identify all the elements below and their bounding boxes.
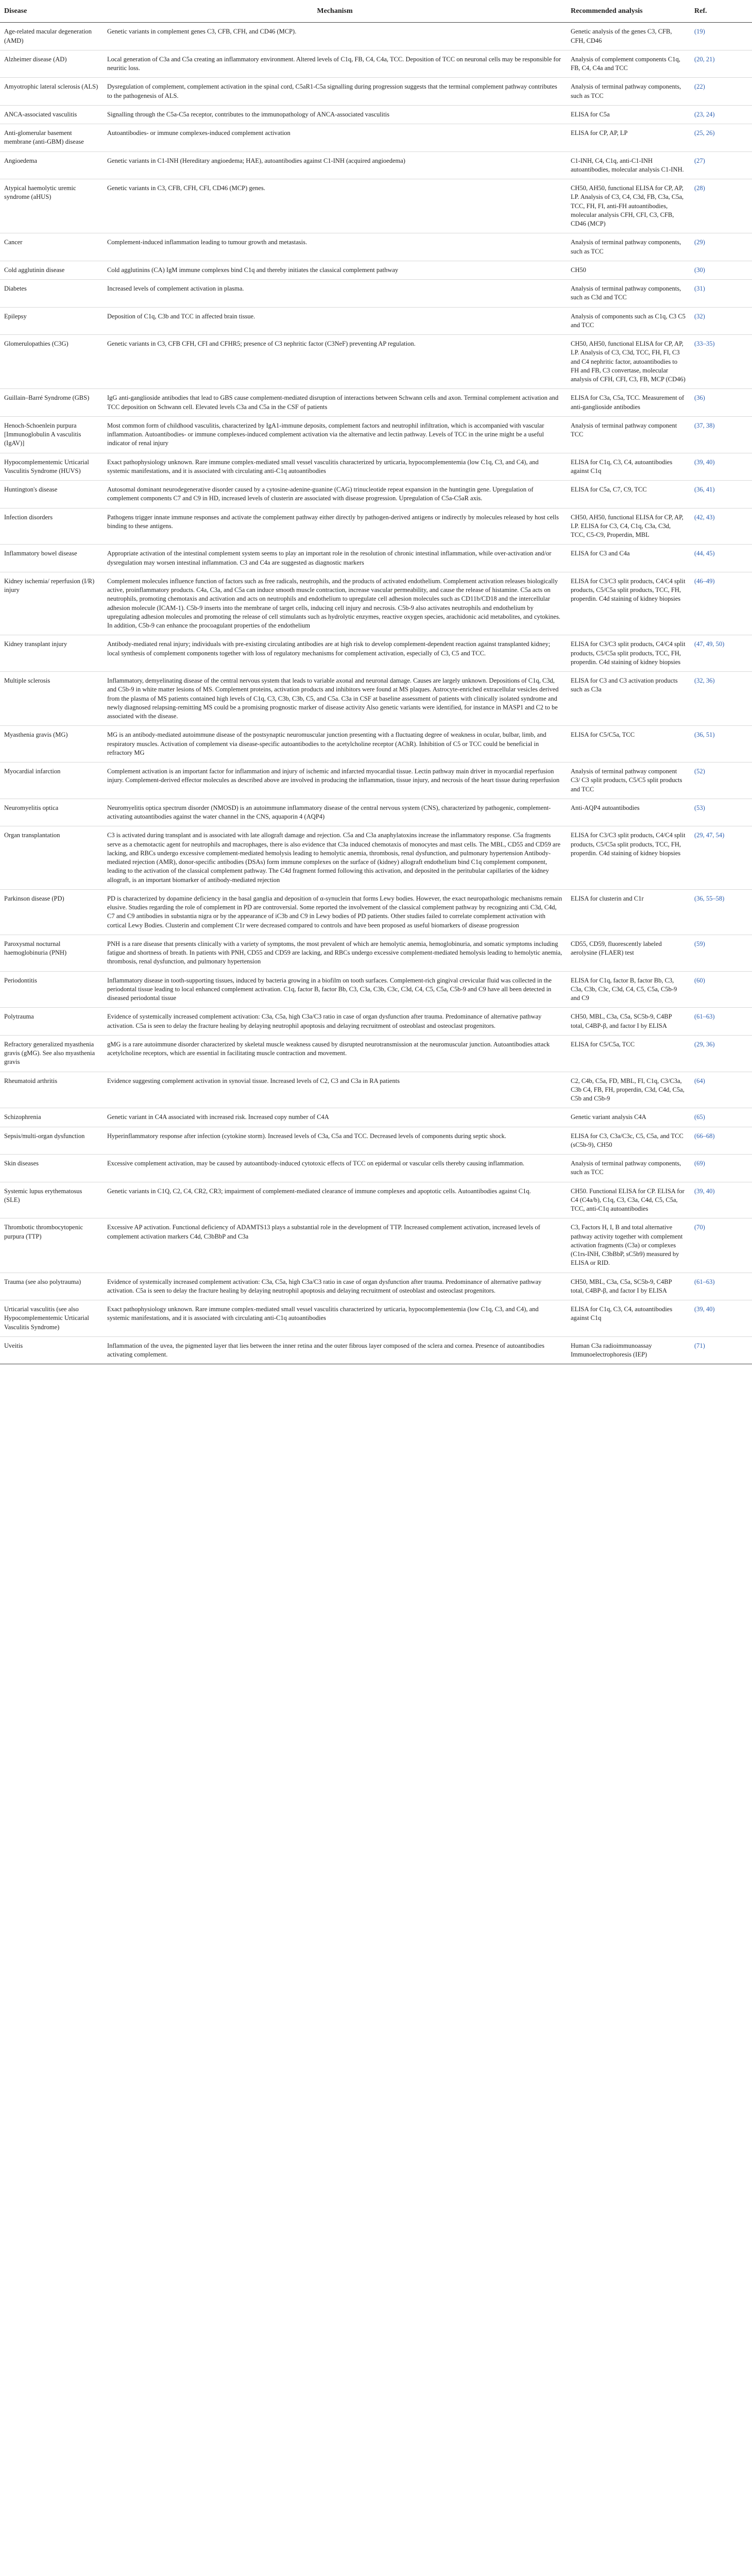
cell-mechanism: Increased levels of complement activation in plasma. xyxy=(103,280,567,308)
table-row xyxy=(0,105,752,124)
cell-analysis: ELISA for C3, C3a/C3c, C5, C5a, and TCC (sC5b-9), CH50 xyxy=(567,1127,690,1155)
table-row xyxy=(0,572,752,635)
table-row xyxy=(0,889,752,935)
cell-ref[interactable]: (39, 40) xyxy=(690,453,752,481)
cell-mechanism: Genetic variants in C3, CFB, CFH, CFI, CD46 (MCP) genes. xyxy=(103,179,567,233)
cell-ref[interactable]: (39, 40) xyxy=(690,1182,752,1218)
table-row xyxy=(0,1155,752,1182)
table-row xyxy=(0,726,752,762)
cell-analysis: ELISA for C3/C3 split products, C4/C4 split products, C5/C5a split products, TCC, FH, properdin. C4d staining of kidney biopsies xyxy=(567,572,690,635)
table-body xyxy=(0,23,752,1364)
cell-analysis: CH50 xyxy=(567,261,690,279)
cell-ref[interactable]: (36) xyxy=(690,389,752,417)
cell-analysis: Anti-AQP4 autoantibodies xyxy=(567,799,690,826)
table-row xyxy=(0,1072,752,1108)
cell-ref[interactable]: (32) xyxy=(690,307,752,335)
cell-analysis: ELISA for C5a, C7, C9, TCC xyxy=(567,481,690,509)
cell-disease: Kidney transplant injury xyxy=(0,635,103,672)
cell-analysis: Human C3a radioimmunoassay Immunoelectrophoresis (IEP) xyxy=(567,1336,690,1364)
table-row xyxy=(0,453,752,481)
cell-ref[interactable]: (36, 41) xyxy=(690,481,752,509)
table-row xyxy=(0,1127,752,1155)
cell-mechanism: PD is characterized by dopamine deficiency in the basal ganglia and deposition of α-synuclein that forms Lewy bodies. However, the exact neuropathologic mechanisms remain elusive. Studies regarding the role of complement in PD are controversial. Some reported the involvement of the classical complement pathway by recognizing anti C3d, C4d, C7 and C9 antibodies in substantia nigra or by the appearance of iC3b and C9 in Lewy bodies of PD patients. Other studies failed to correlate complement activation with cortical Lewy Bodies. Clusterin and complement C1r were decreased compared to controls and have been proposed as useful biomarkers of disease progression xyxy=(103,889,567,935)
cell-mechanism: Autosomal dominant neurodegenerative disorder caused by a cytosine-adenine-guanine (CAG) trinucleotide repeat expansion in the huntingtin gene. Upregulation of complement components C7 and C9 in HD, increased levels of clusterin are associated with disease progression. Upregulation of C5a-C5aR axis. xyxy=(103,481,567,509)
table-row xyxy=(0,672,752,726)
table-row xyxy=(0,416,752,453)
cell-disease: ANCA-associated vasculitis xyxy=(0,105,103,124)
cell-disease: Thrombotic thrombocytopenic purpura (TTP) xyxy=(0,1218,103,1273)
cell-analysis: ELISA for C3/C3 split products, C4/C4 split products, C5/C5a split products, TCC, FH, properdin. C4d staining of kidney biopsies xyxy=(567,826,690,890)
cell-mechanism: Genetic variant in C4A associated with increased risk. Increased copy number of C4A xyxy=(103,1108,567,1127)
table-row xyxy=(0,1108,752,1127)
cell-ref[interactable]: (61–63) xyxy=(690,1008,752,1036)
cell-mechanism: Exact pathophysiology unknown. Rare immune complex-mediated small vessel vasculitis characterized by urticaria, hypocomplementemia (low C1q, C3, and C4), and systemic manifestations, and it is associated with circulating anti-C1q autoantibodies xyxy=(103,1300,567,1337)
cell-mechanism: Inflammation of the uvea, the pigmented layer that lies between the inner retina and the outer fibrous layer composed of the sclera and cornea. Presence of autoantibodies activating complement. xyxy=(103,1336,567,1364)
table-row xyxy=(0,545,752,572)
table-row xyxy=(0,1008,752,1036)
cell-analysis: ELISA for C3 and C4a xyxy=(567,545,690,572)
cell-analysis: ELISA for clusterin and C1r xyxy=(567,889,690,935)
cell-analysis: CH50, AH50, functional ELISA for CP, AP, LP. Analysis of C3, C3d, TCC, FH, FI, C3 and C4 nephritic factor, autoantibodies to FH and FB, C3 convertase, molecular analysis of CFH, CFI, C3, FB, MCP (CD46) xyxy=(567,335,690,389)
cell-disease: Myasthenia gravis (MG) xyxy=(0,726,103,762)
table-row xyxy=(0,508,752,545)
cell-mechanism: IgG anti-ganglioside antibodies that lead to GBS cause complement-mediated disruption of interactions between Schwann cells and axon. Terminal complement activation and TCC deposition on Schwann cell. Elevated levels C3a and C5a in the CSF of patients xyxy=(103,389,567,417)
cell-analysis: ELISA for CP, AP, LP xyxy=(567,124,690,152)
cell-ref[interactable]: (42, 43) xyxy=(690,508,752,545)
cell-ref[interactable]: (46–49) xyxy=(690,572,752,635)
table-row xyxy=(0,124,752,152)
cell-mechanism: Exact pathophysiology unknown. Rare immune complex-mediated small vessel vasculitis characterized by urticaria, hypocomplementemia (low C1q, C3, and C4), and systemic manifestations, and it is associated with circulating anti-C1q autoantibodies xyxy=(103,453,567,481)
cell-disease: Infection disorders xyxy=(0,508,103,545)
cell-analysis: ELISA for C5a xyxy=(567,105,690,124)
cell-ref[interactable]: (36, 55–58) xyxy=(690,889,752,935)
cell-mechanism: Inflammatory disease in tooth-supporting tissues, induced by bacteria growing in a biofilm on tooth surfaces. Complement-rich gingival crevicular fluid was collected in the periodontal tissue leading to local enhanced complement activation. C1q, factor B, factor Bb, C3, C3a, C3b, C3c, C3d, C4, C5, C5a, C5b-9 and C9 have all been detected in diseased periodontal tissue xyxy=(103,971,567,1008)
table-row xyxy=(0,971,752,1008)
cell-analysis: Analysis of terminal pathway components, such as TCC xyxy=(567,1155,690,1182)
cell-mechanism: Complement-induced inflammation leading to tumour growth and metastasis. xyxy=(103,233,567,261)
cell-analysis: ELISA for C3 and C3 activation products such as C3a xyxy=(567,672,690,726)
cell-mechanism: C3 is activated during transplant and is associated with late allograft damage and rejection. C5a and C3a anaphylatoxins increase the inflammatory response. C5a fragments serve as a chemotactic agent for neutrophils and macrophages, there is also evidence that C3a induced chemotaxis of monocytes and mast cells. The MBL, CD55 and CD59 are lacking, and RBCs undergo excessive complement-mediated hemolysis leading to hemolytic anemia, thrombosis, renal dysfunction, and pulmonary hypertension Antibody-mediated rejection (AMR), donor-specific antibodies (DSAs) form immune complexes on the surface of (kidney) allograft endothelium bind C1q complement component, leading to the activation of the classical complement pathway. The C4d fragment formed following this activation, and deposited in the peritubular capillaries of the kidney allograft, is an important biomarker of antibody-mediated rejection xyxy=(103,826,567,890)
cell-mechanism: Signalling through the C5a-C5a receptor, contributes to the immunopathology of ANCA-associated vasculitis xyxy=(103,105,567,124)
table-row xyxy=(0,335,752,389)
cell-ref[interactable]: (64) xyxy=(690,1072,752,1108)
cell-analysis: Analysis of components such as C1q, C3 C5 and TCC xyxy=(567,307,690,335)
cell-ref[interactable]: (28) xyxy=(690,179,752,233)
cell-analysis: ELISA for C5/C5a, TCC xyxy=(567,1035,690,1072)
cell-ref[interactable]: (69) xyxy=(690,1155,752,1182)
table-row xyxy=(0,23,752,50)
cell-disease: Urticarial vasculitis (see also Hypocomplementemic Urticarial Vasculitis Syndrome) xyxy=(0,1300,103,1337)
cell-disease: Systemic lupus erythematosus (SLE) xyxy=(0,1182,103,1218)
cell-analysis: ELISA for C5/C5a, TCC xyxy=(567,726,690,762)
cell-ref[interactable]: (20, 21) xyxy=(690,50,752,78)
cell-ref[interactable]: (33–35) xyxy=(690,335,752,389)
table-row xyxy=(0,762,752,799)
cell-analysis: CH50, MBL, C3a, C5a, SC5b-9, C4BP total, C4BP-β, and factor I by ELISA xyxy=(567,1008,690,1036)
table-row xyxy=(0,635,752,672)
cell-ref[interactable]: (37, 38) xyxy=(690,416,752,453)
cell-ref[interactable]: (27) xyxy=(690,151,752,179)
cell-ref[interactable]: (25, 26) xyxy=(690,124,752,152)
cell-mechanism: Complement molecules influence function of factors such as free radicals, neutrophils, and the products of activated endothelium. Complement activation releases biologically active, proinflammatory products. C4a, C3a, and C5a can induce smooth muscle contraction, increase vascular permeability, and cause the release of histamine. C5a acts on neutrophils, promoting chemotaxis and activation and acts on neutrophils and endothelium to upregulate cell adhesion molecules such as CD11b/CD18 and the intercellular adhesion molecule (ICAM-1). C5b-9 inserts into the membrane of target cells, inducing cell injury and necrosis. C5b-9 also activates neutrophils and endothelium by upregulating adhesion molecules and promoting the release of cell stimulants such as hydrolytic enzymes, reactive oxygen species, arachidonic acid metabolites, and cytokines. In addition, C5b-9 can enhance the procoagulant properties of the endothelium xyxy=(103,572,567,635)
cell-ref[interactable]: (29, 36) xyxy=(690,1035,752,1072)
cell-mechanism: Complement activation is an important factor for inflammation and injury of ischemic and infarcted myocardial tissue. Lectin pathway main driver in myocardial reperfusion injury. Complement-derived effector molecules as described above are involved in producing the inflammation, tissue injury, and necrosis of the heart tissue during reperfusion xyxy=(103,762,567,799)
cell-disease: Kidney ischemia/ reperfusion (I/R) injury xyxy=(0,572,103,635)
table-row xyxy=(0,481,752,509)
cell-disease: Sepsis/multi-organ dysfunction xyxy=(0,1127,103,1155)
cell-analysis: Genetic variant analysis C4A xyxy=(567,1108,690,1127)
cell-analysis: Analysis of terminal pathway component TCC xyxy=(567,416,690,453)
cell-mechanism: Excessive AP activation. Functional deficiency of ADAMTS13 plays a substantial role in the development of TTP. Increased complement activation, increased levels of complement activation markers C4d, C3bBbP and C3a xyxy=(103,1218,567,1273)
table-row xyxy=(0,1035,752,1072)
cell-analysis: Analysis of complement components C1q, FB, C4, C4a and TCC xyxy=(567,50,690,78)
cell-disease: Polytrauma xyxy=(0,1008,103,1036)
cell-disease: Rheumatoid arthritis xyxy=(0,1072,103,1108)
cell-mechanism: Hyperinflammatory response after infection (cytokine storm). Increased levels of C3a, C5a and TCC. Decreased levels of components during septic shock. xyxy=(103,1127,567,1155)
cell-mechanism: Autoantibodies- or immune complexes-induced complement activation xyxy=(103,124,567,152)
cell-analysis: ELISA for C1q, factor B, factor Bb, C3, C3a, C3b, C3c, C3d, C4, C5, C5a, C5b-9 and C9 xyxy=(567,971,690,1008)
cell-ref[interactable]: (65) xyxy=(690,1108,752,1127)
cell-mechanism: Most common form of childhood vasculitis, characterized by IgA1-immune deposits, complement factors and neutrophil infiltration, which is accompanied with vascular inflammation. Autoantibodies- or immune complexes-induced complement activation via the alternative and lectin pathway. Levels of TCC in the urine might be a useful indicator of renal injury xyxy=(103,416,567,453)
cell-disease: Huntington's disease xyxy=(0,481,103,509)
cell-disease: Inflammatory bowel disease xyxy=(0,545,103,572)
cell-mechanism: Dysregulation of complement, complement activation in the spinal cord, C5aR1-C5a signalling during progression suggests that the terminal complement pathway contributes to the pathogenesis of ALS. xyxy=(103,78,567,106)
cell-mechanism: Cold agglutinins (CA) IgM immune complexes bind C1q and thereby initiates the classical complement pathway xyxy=(103,261,567,279)
cell-mechanism: Antibody-mediated renal injury; individuals with pre-existing circulating antibodies are at high risk to develop complement-dependent reaction against transplanted kidney; local synthesis of complement components together with loss of regulatory mechanisms for complement activation, especially of C3, C5 and TCC. xyxy=(103,635,567,672)
cell-mechanism: Appropriate activation of the intestinal complement system seems to play an important role in the resolution of chronic intestinal inflammation, while over-activation and/or dysregulation may worsen intestinal inflammation. C3 and C4a are suggested as diagnostic markers xyxy=(103,545,567,572)
cell-disease: Cold agglutinin disease xyxy=(0,261,103,279)
cell-mechanism: Genetic variants in C1Q, C2, C4, CR2, CR3; impairment of complement-mediated clearance of immune complexes and apoptotic cells. Autoantibodies against C1q. xyxy=(103,1182,567,1218)
cell-analysis: Analysis of terminal pathway components, such as C3d and TCC xyxy=(567,280,690,308)
cell-disease: Alzheimer disease (AD) xyxy=(0,50,103,78)
cell-ref[interactable]: (61–63) xyxy=(690,1273,752,1300)
cell-mechanism: MG is an antibody-mediated autoimmune disease of the postsynaptic neuromuscular junction presenting with a fluctuating degree of weakness in ocular, bulbar, limb, and respiratory muscles. Activation of complement via disease-specific autoantibodies to the acetylcholine receptor (AChR). Inhibition of C5 or TCC could be beneficial in refractory MG xyxy=(103,726,567,762)
cell-disease: Periodontitis xyxy=(0,971,103,1008)
table-row xyxy=(0,261,752,279)
cell-ref[interactable]: (23, 24) xyxy=(690,105,752,124)
cell-ref[interactable]: (19) xyxy=(690,23,752,50)
cell-analysis: ELISA for C3/C3 split products, C4/C4 split products, C5/C5a split products, TCC, FH, properdin. C4d staining of kidney biopsies xyxy=(567,635,690,672)
cell-analysis: C3, Factors H, I, B and total alternative pathway activity together with complement activation fragments (C3a) or complexes (C1rs-INH, C3bBbP, sC5b9) measured by ELISA or RID. xyxy=(567,1218,690,1273)
cell-ref[interactable]: (66–68) xyxy=(690,1127,752,1155)
cell-ref[interactable]: (36, 51) xyxy=(690,726,752,762)
cell-mechanism: Local generation of C3a and C5a creating an inflammatory environment. Altered levels of C1q, FB, C4, C4a, TCC. Deposition of TCC on neuronal cells may be responsible for neuritic loss. xyxy=(103,50,567,78)
cell-disease: Henoch-Schoenlein purpura [Immunoglobulin A vasculitis (IgAV)] xyxy=(0,416,103,453)
cell-disease: Epilepsy xyxy=(0,307,103,335)
cell-mechanism: Evidence suggesting complement activation in synovial tissue. Increased levels of C2, C3 and C3a in RA patients xyxy=(103,1072,567,1108)
cell-analysis: CH50. Functional ELISA for CP. ELISA for C4 (C4a/b), C1q, C3, C3a, C4d, C5, C5a, TCC, anti-C1q autoantibodies xyxy=(567,1182,690,1218)
cell-analysis: CH50, MBL, C3a, C5a, SC5b-9, C4BP total, C4BP-β, and factor I by ELISA xyxy=(567,1273,690,1300)
cell-mechanism: Evidence of systemically increased complement activation: C3a, C5a, high C3a/C3 ratio in case of organ dysfunction after trauma. Predominance of alternative pathway activation. C5a is seen to delay the fracture healing by delaying neutrophil apoptosis and delaying recruitment of osteoblast and osteoclast progenitors. xyxy=(103,1273,567,1300)
cell-disease: Age-related macular degeneration (AMD) xyxy=(0,23,103,50)
cell-mechanism: Genetic variants in C3, CFB CFH, CFI and CFHR5; presence of C3 nephritic factor (C3NeF) preventing AP regulation. xyxy=(103,335,567,389)
table-row xyxy=(0,1218,752,1273)
cell-mechanism: Genetic variants in C1-INH (Hereditary angioedema; HAE), autoantibodies against C1-INH (acquired angioedema) xyxy=(103,151,567,179)
cell-mechanism: Genetic variants in complement genes C3, CFB, CFH, and CD46 (MCP). xyxy=(103,23,567,50)
cell-ref[interactable]: (52) xyxy=(690,762,752,799)
table-row xyxy=(0,50,752,78)
cell-disease: Paroxysmal nocturnal haemoglobinuria (PNH) xyxy=(0,935,103,971)
cell-analysis: Genetic analysis of the genes C3, CFB, CFH, CD46 xyxy=(567,23,690,50)
table-row xyxy=(0,78,752,106)
table-row xyxy=(0,799,752,826)
table-row xyxy=(0,1182,752,1218)
table-row xyxy=(0,935,752,971)
cell-disease: Neuromyelitis optica xyxy=(0,799,103,826)
cell-disease: Multiple sclerosis xyxy=(0,672,103,726)
cell-disease: Schizophrenia xyxy=(0,1108,103,1127)
cell-analysis: C2, C4b, C5a, FD, MBL, FI, C1q, C3/C3a, C3b C4, FB, FH, properdin, C3d, C4d, C5a, C5b and C5b-9 xyxy=(567,1072,690,1108)
cell-mechanism: PNH is a rare disease that presents clinically with a variety of symptoms, the most prevalent of which are hemolytic anemia, hemoglobinuria, and somatic symptoms including fatigue and shortness of breath. In patients with PNH, CD55 and CD59 are lacking, and RBCs undergo excessive complement-mediated hemolysis leading to hemolytic anemia, thrombosis, renal dysfunction, and pulmonary hypertension xyxy=(103,935,567,971)
cell-disease: Uveitis xyxy=(0,1336,103,1364)
cell-ref[interactable]: (39, 40) xyxy=(690,1300,752,1337)
cell-mechanism: Pathogens trigger innate immune responses and activate the complement pathway either directly by pathogen-derived antigens or indirectly by molecules released by host cells binding to these antigens. xyxy=(103,508,567,545)
cell-disease: Refractory generalized myasthenia gravis (gMG). See also myasthenia gravis xyxy=(0,1035,103,1072)
cell-disease: Organ transplantation xyxy=(0,826,103,890)
table-row xyxy=(0,151,752,179)
cell-disease: Diabetes xyxy=(0,280,103,308)
cell-disease: Hypocomplementemic Urticarial Vasculitis Syndrome (HUVS) xyxy=(0,453,103,481)
table-row xyxy=(0,389,752,417)
cell-analysis: CH50, AH50, functional ELISA for CP, AP, LP. Analysis of C3, C4, C3d, FB, C3a, C5a, TCC, FH, FI, anti-FH autoantibodies, molecular analysis CFH, CFI, C3, CFB, CD46 (MCP) xyxy=(567,179,690,233)
cell-disease: Parkinson disease (PD) xyxy=(0,889,103,935)
cell-disease: Skin diseases xyxy=(0,1155,103,1182)
header-disease: Disease xyxy=(0,0,103,23)
cell-ref[interactable]: (30) xyxy=(690,261,752,279)
cell-disease: Atypical haemolytic uremic syndrome (aHUS) xyxy=(0,179,103,233)
table-row xyxy=(0,1273,752,1300)
table-row xyxy=(0,233,752,261)
cell-analysis: CD55, CD59, fluorescently labeled aerolysine (FLAER) test xyxy=(567,935,690,971)
header-analysis: Recommended analysis xyxy=(567,0,690,23)
table-row xyxy=(0,280,752,308)
cell-disease: Myocardial infarction xyxy=(0,762,103,799)
table-header-row xyxy=(0,0,752,23)
cell-mechanism: Deposition of C1q, C3b and TCC in affected brain tissue. xyxy=(103,307,567,335)
cell-ref[interactable]: (22) xyxy=(690,78,752,106)
cell-ref[interactable]: (70) xyxy=(690,1218,752,1273)
cell-analysis: ELISA for C3a, C5a, TCC. Measurement of anti-ganglioside antibodies xyxy=(567,389,690,417)
cell-analysis: ELISA for C1q, C3, C4, autoantibodies against C1q xyxy=(567,453,690,481)
table-row xyxy=(0,826,752,890)
cell-analysis: C1-INH, C4, C1q, anti-C1-INH autoantibodies, molecular analysis C1-INH. xyxy=(567,151,690,179)
cell-analysis: CH50, AH50, functional ELISA for CP, AP, LP. ELISA for C3, C4, C1q, C3a, C3d, TCC, C5-C9, Properdin, MBL xyxy=(567,508,690,545)
cell-ref[interactable]: (47, 49, 50) xyxy=(690,635,752,672)
cell-disease: Amyotrophic lateral sclerosis (ALS) xyxy=(0,78,103,106)
header-mechanism: Mechanism xyxy=(103,0,567,23)
cell-analysis: Analysis of terminal pathway components, such as TCC xyxy=(567,233,690,261)
cell-ref[interactable]: (60) xyxy=(690,971,752,1008)
table-row xyxy=(0,1336,752,1364)
cell-analysis: ELISA for C1q, C3, C4, autoantibodies against C1q xyxy=(567,1300,690,1337)
cell-disease: Anti-glomerular basement membrane (anti-GBM) disease xyxy=(0,124,103,152)
cell-mechanism: Neuromyelitis optica spectrum disorder (NMOSD) is an autoimmune inflammatory disease of the central nervous system (CNS), characterized by pathogenic, complement-activating autoantibodies against the water channel in the CNS, aquaporin 4 (AQP4) xyxy=(103,799,567,826)
cell-ref[interactable]: (53) xyxy=(690,799,752,826)
cell-mechanism: Evidence of systemically increased complement activation: C3a, C5a, high C3a/C3 ratio in case of organ dysfunction after trauma. Predominance of alternative pathway activation. C5a is seen to delay the fracture healing by delaying neutrophil apoptosis and delaying recruitment of osteoblast and osteoclast progenitors. xyxy=(103,1008,567,1036)
cell-disease: Trauma (see also polytrauma) xyxy=(0,1273,103,1300)
cell-analysis: Analysis of terminal pathway components, such as TCC xyxy=(567,78,690,106)
cell-ref[interactable]: (29) xyxy=(690,233,752,261)
header-ref: Ref. xyxy=(690,0,752,23)
cell-disease: Guillain–Barré Syndrome (GBS) xyxy=(0,389,103,417)
cell-mechanism: Excessive complement activation, may be caused by autoantibody-induced cytotoxic effects of TCC on epidermal or vascular cells thereby causing inflammation. xyxy=(103,1155,567,1182)
cell-ref[interactable]: (71) xyxy=(690,1336,752,1364)
cell-disease: Cancer xyxy=(0,233,103,261)
cell-mechanism: gMG is a rare autoimmune disorder characterized by skeletal muscle weakness caused by disrupted neurotransmission at the neuromuscular junction. Autoantibodies attack acetylcholine receptors, which are essential in facilitating muscle contraction and movement. xyxy=(103,1035,567,1072)
cell-ref[interactable]: (29, 47, 54) xyxy=(690,826,752,890)
cell-ref[interactable]: (32, 36) xyxy=(690,672,752,726)
table-row xyxy=(0,307,752,335)
cell-ref[interactable]: (44, 45) xyxy=(690,545,752,572)
cell-disease: Angioedema xyxy=(0,151,103,179)
cell-analysis: Analysis of terminal pathway component C3/ C3 split products, C5/C5 split products and TCC xyxy=(567,762,690,799)
cell-ref[interactable]: (59) xyxy=(690,935,752,971)
cell-mechanism: Inflammatory, demyelinating disease of the central nervous system that leads to variable axonal and neuronal damage. Causes are largely unknown. Depositions of C1q, C3d, and C5b-9 in white matter lesions of MS. Complement proteins, activation products and inhibitors were found at MS plaques. Astrocyte-enriched extracellular vesicles derived from the plasma of MS patients contained high levels of C1q, C3, C3b, C3b, C5, and C5a. C3a in CSF at baseline assessment of patients with clinically isolated syndrome and newly diagnosed relapsing-remitting MS could be a promising prognostic marker of disease activity Also genetic variants were identified, for instance in MASP1 and C2 to be associated with the disease. xyxy=(103,672,567,726)
cell-ref[interactable]: (31) xyxy=(690,280,752,308)
cell-disease: Glomerulopathies (C3G) xyxy=(0,335,103,389)
table-row xyxy=(0,1300,752,1337)
table-row xyxy=(0,179,752,233)
